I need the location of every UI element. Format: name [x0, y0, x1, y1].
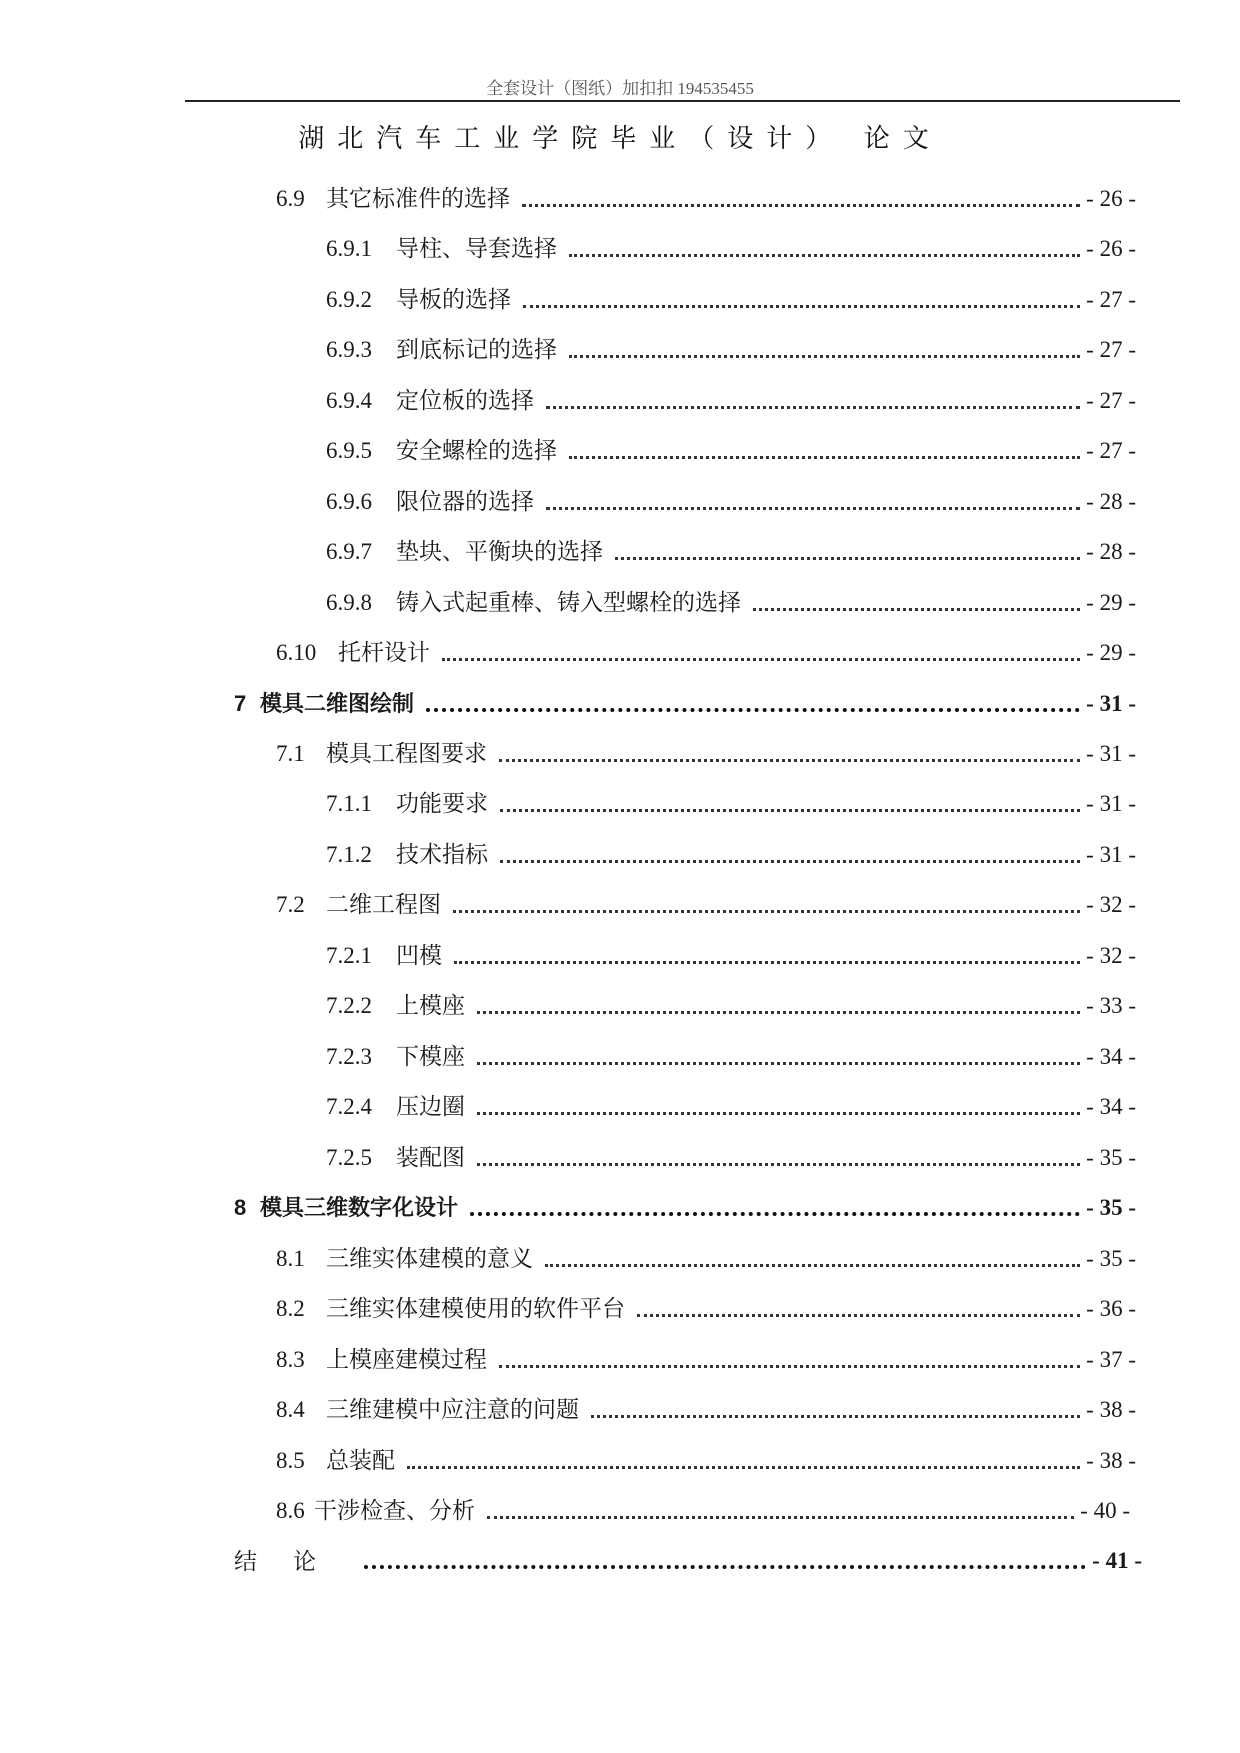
- toc-title: 导柱、导套选择: [396, 236, 557, 261]
- toc-number: 6.9.5: [326, 438, 372, 463]
- toc-entry[interactable]: [326, 534, 1136, 570]
- toc-entry[interactable]: [326, 383, 1136, 419]
- toc-title: 限位器的选择: [396, 489, 534, 514]
- header-note: 全套设计（图纸）加扣扣 194535455: [486, 79, 754, 98]
- dot-leader: [487, 1493, 1074, 1529]
- toc-title: 托杆设计: [338, 640, 430, 665]
- dot-leader: [499, 1342, 1080, 1378]
- toc-page: - 36 -: [1086, 1296, 1136, 1321]
- toc-entry[interactable]: [326, 1089, 1136, 1125]
- toc-entry[interactable]: [276, 1493, 1130, 1529]
- toc-number: 8.1: [276, 1246, 305, 1271]
- toc-title: 凹模: [396, 943, 442, 968]
- toc-page: - 28 -: [1086, 539, 1136, 564]
- toc-entry[interactable]: [326, 786, 1136, 822]
- toc-number: 8.6: [276, 1498, 305, 1523]
- toc-number: 6.9.6: [326, 489, 372, 514]
- toc-title: 安全螺栓的选择: [396, 438, 557, 463]
- toc-entry[interactable]: [276, 736, 1136, 772]
- toc-number: 7.2.5: [326, 1145, 372, 1170]
- toc-title: 到底标记的选择: [396, 337, 557, 362]
- toc-entry[interactable]: [326, 988, 1136, 1024]
- dot-leader: [364, 1543, 1086, 1579]
- dot-leader: [470, 1190, 1080, 1226]
- toc-page: - 34 -: [1086, 1044, 1136, 1069]
- toc-entry[interactable]: [326, 484, 1136, 520]
- toc-page: - 35 -: [1086, 1246, 1136, 1271]
- toc-number: 6.9.7: [326, 539, 372, 564]
- dot-leader: [569, 231, 1080, 267]
- toc-page: - 28 -: [1086, 489, 1136, 514]
- toc-number: 6.9: [276, 186, 305, 211]
- dot-leader: [477, 988, 1080, 1024]
- toc-page: - 40 -: [1080, 1498, 1130, 1523]
- toc-page: - 38 -: [1086, 1397, 1136, 1422]
- toc-number: 6.9.8: [326, 590, 372, 615]
- toc-number: 8.5: [276, 1448, 305, 1473]
- toc-entry[interactable]: [326, 938, 1136, 974]
- toc-title: 三维实体建模使用的软件平台: [326, 1296, 625, 1321]
- document-title: 湖北汽车工业学院毕业（设计） 论文: [298, 124, 942, 153]
- toc-page: - 32 -: [1086, 943, 1136, 968]
- toc-number: 7: [234, 691, 247, 716]
- header-rule: [185, 100, 1180, 102]
- toc-title: 三维实体建模的意义: [326, 1246, 533, 1271]
- toc-page: - 29 -: [1086, 590, 1136, 615]
- toc-title: 干涉检查、分析: [314, 1498, 475, 1523]
- toc-entry[interactable]: [276, 1291, 1136, 1327]
- dot-leader: [426, 686, 1080, 722]
- toc-page: - 35 -: [1086, 1195, 1136, 1220]
- toc-chapter-entry[interactable]: [234, 1190, 1136, 1226]
- toc-page: - 27 -: [1086, 337, 1136, 362]
- toc-title: 二维工程图: [326, 892, 441, 917]
- toc-chapter-entry[interactable]: [234, 686, 1136, 722]
- toc-title: 上模座建模过程: [326, 1347, 487, 1372]
- toc-title: 结论: [234, 1548, 352, 1574]
- toc-page: - 33 -: [1086, 993, 1136, 1018]
- toc-number: 7.2.1: [326, 943, 372, 968]
- toc-title: 模具三维数字化设计: [260, 1195, 459, 1220]
- toc-page: - 34 -: [1086, 1094, 1136, 1119]
- toc-number: 8.4: [276, 1397, 305, 1422]
- toc-conclusion-entry[interactable]: [234, 1543, 1142, 1579]
- toc-entry[interactable]: [276, 1342, 1136, 1378]
- toc-number: 8.3: [276, 1347, 305, 1372]
- toc-entry[interactable]: [326, 282, 1136, 318]
- toc-entry[interactable]: [326, 231, 1136, 267]
- toc-entry[interactable]: [276, 1392, 1136, 1428]
- toc-number: 7.2.2: [326, 993, 372, 1018]
- toc-title: 功能要求: [396, 791, 488, 816]
- toc-entry[interactable]: [326, 1140, 1136, 1176]
- toc-entry[interactable]: [326, 837, 1136, 873]
- toc-number: 6.9.1: [326, 236, 372, 261]
- toc-title: 三维建模中应注意的问题: [326, 1397, 579, 1422]
- toc-page: - 29 -: [1086, 640, 1136, 665]
- toc-title: 铸入式起重棒、铸入型螺栓的选择: [396, 590, 741, 615]
- toc-number: 6.10: [276, 640, 317, 665]
- toc-page: - 37 -: [1086, 1347, 1136, 1372]
- toc-number: 7.1.2: [326, 842, 372, 867]
- toc-number: 7.1: [276, 741, 305, 766]
- toc-title: 模具二维图绘制: [260, 691, 415, 716]
- dot-leader: [442, 635, 1080, 671]
- toc-title: 装配图: [396, 1145, 465, 1170]
- dot-leader: [546, 383, 1080, 419]
- toc-number: 7.1.1: [326, 791, 372, 816]
- toc-number: 6.9.4: [326, 388, 372, 413]
- dot-leader: [477, 1140, 1080, 1176]
- dot-leader: [753, 585, 1080, 621]
- dot-leader: [407, 1443, 1080, 1479]
- toc-number: 6.9.3: [326, 337, 372, 362]
- toc-page: - 26 -: [1086, 186, 1136, 211]
- dot-leader: [569, 332, 1080, 368]
- toc-title: 导板的选择: [396, 287, 511, 312]
- toc-page: - 27 -: [1086, 388, 1136, 413]
- toc-title: 技术指标: [396, 842, 488, 867]
- toc-number: 8.2: [276, 1296, 305, 1321]
- toc-page: - 35 -: [1086, 1145, 1136, 1170]
- toc-entry[interactable]: [276, 887, 1136, 923]
- toc-page: - 31 -: [1086, 791, 1136, 816]
- toc-title: 垫块、平衡块的选择: [396, 539, 603, 564]
- toc-entry[interactable]: [326, 585, 1136, 621]
- dot-leader: [545, 1241, 1080, 1277]
- dot-leader: [615, 534, 1080, 570]
- dot-leader: [500, 786, 1080, 822]
- toc-title: 下模座: [396, 1044, 465, 1069]
- toc-page: - 31 -: [1086, 741, 1136, 766]
- toc-title: 压边圈: [396, 1094, 465, 1119]
- toc-title: 其它标准件的选择: [326, 186, 510, 211]
- toc-entry[interactable]: [326, 433, 1136, 469]
- toc-page: - 27 -: [1086, 287, 1136, 312]
- dot-leader: [546, 484, 1080, 520]
- toc-entry[interactable]: [276, 181, 1136, 217]
- dot-leader: [453, 887, 1080, 923]
- dot-leader: [499, 736, 1080, 772]
- toc-entry[interactable]: [326, 1039, 1136, 1075]
- toc-page: - 31 -: [1086, 842, 1136, 867]
- toc-number: 7.2.3: [326, 1044, 372, 1069]
- dot-leader: [523, 282, 1080, 318]
- toc-title: 模具工程图要求: [326, 741, 487, 766]
- dot-leader: [477, 1089, 1080, 1125]
- toc-page: - 41 -: [1092, 1548, 1142, 1573]
- dot-leader: [500, 837, 1080, 873]
- dot-leader: [522, 181, 1080, 217]
- toc-entry[interactable]: [276, 1443, 1136, 1479]
- toc-entry[interactable]: [326, 332, 1136, 368]
- toc-page: - 32 -: [1086, 892, 1136, 917]
- toc-entry[interactable]: [276, 1241, 1136, 1277]
- dot-leader: [591, 1392, 1080, 1428]
- toc-entry[interactable]: [276, 635, 1136, 671]
- toc-page: - 38 -: [1086, 1448, 1136, 1473]
- dot-leader: [569, 433, 1080, 469]
- toc-title: 上模座: [396, 993, 465, 1018]
- dot-leader: [477, 1039, 1080, 1075]
- toc-title: 定位板的选择: [396, 388, 534, 413]
- toc-page: - 27 -: [1086, 438, 1136, 463]
- dot-leader: [637, 1291, 1080, 1327]
- toc-number: 7.2: [276, 892, 305, 917]
- dot-leader: [454, 938, 1080, 974]
- toc-page: - 31 -: [1086, 691, 1136, 716]
- toc-number: 8: [234, 1195, 247, 1220]
- toc-page: - 26 -: [1086, 236, 1136, 261]
- toc-number: 7.2.4: [326, 1094, 372, 1119]
- toc-number: 6.9.2: [326, 287, 372, 312]
- toc-title: 总装配: [326, 1448, 395, 1473]
